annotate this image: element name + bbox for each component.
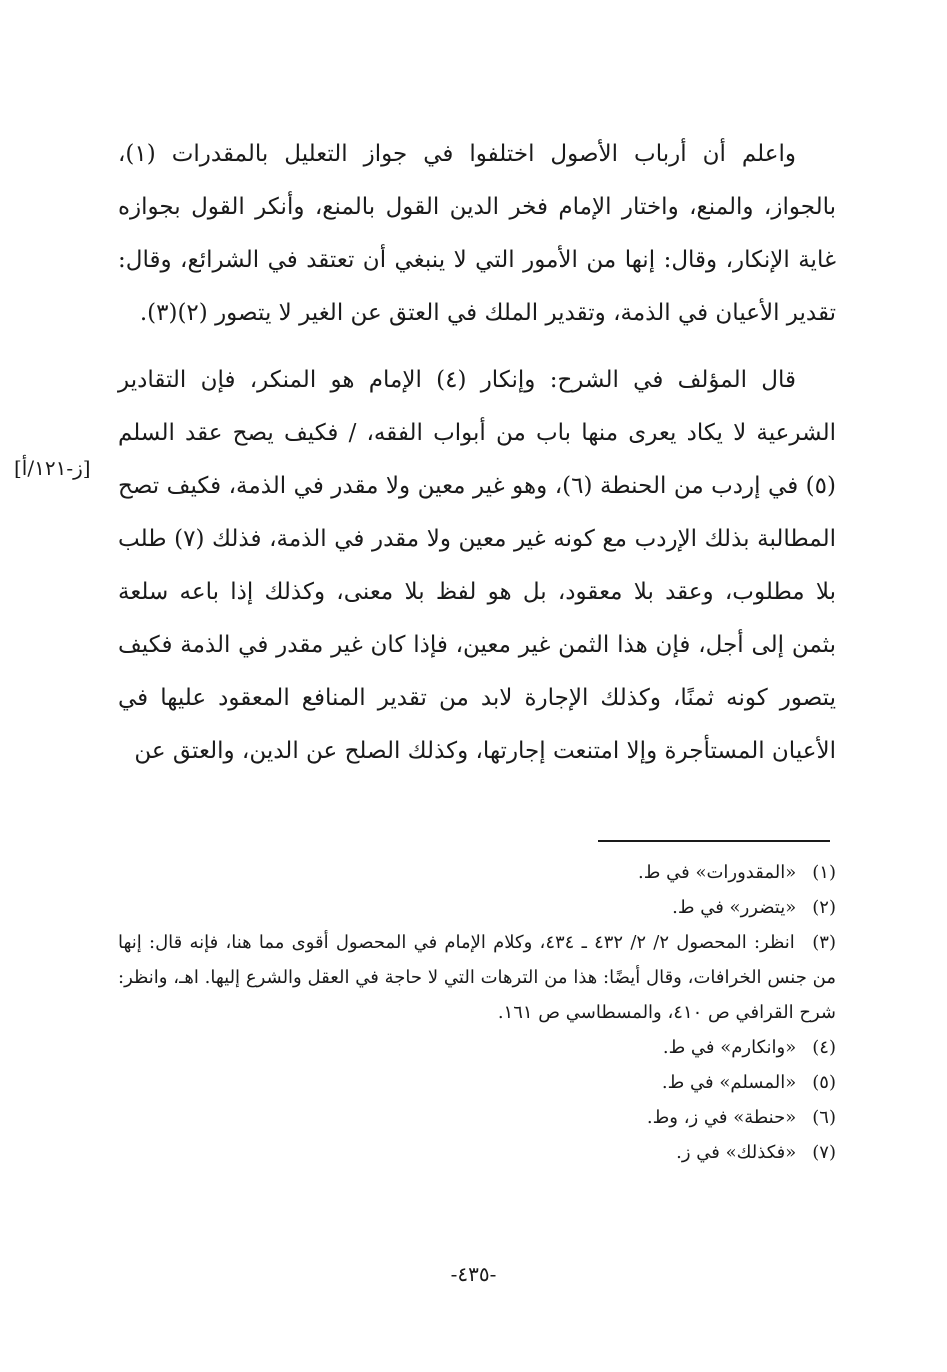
footnote: [118, 890, 836, 925]
manuscript-folio-reference: [ز-١٢١/أ]: [14, 456, 91, 480]
footnote-text: «المقدورات» في ط.: [638, 862, 797, 883]
footnote-number: (٦): [812, 1107, 836, 1128]
footnotes: [118, 855, 836, 1170]
page-number: -٤٣٥-: [450, 1262, 497, 1286]
footnote: [118, 1100, 836, 1135]
paragraph-1: [118, 128, 836, 340]
footnote-number: (٢): [812, 897, 836, 918]
footnote: [118, 1030, 836, 1065]
footnote: [118, 1065, 836, 1100]
footnote: [118, 925, 836, 1030]
footnote-number: (٤): [812, 1037, 836, 1058]
paragraph-2-text: قال المؤلف في الشرح: وإنكار (٤) الإمام هو المنكر، فإن التقادير الشرعية لا يكاد يعرى منها باب من أبواب الفقه، / فكيف يصح عقد السلم (٥) في إردب من الحنطة (٦)، وهو غير معين ولا مقدر في الذمة، فكيف تصح المطالبة بذلك الإردب مع كونه غير معين ولا مقدر في الذمة، فذلك (٧) طلب بلا مطلوب، وعقد بلا معقود، بل هو لفظ بلا معنى، وكذلك إذا باعه سلعة بثمن إلى أجل، فإن هذا الثمن غير معين، فإذا كان غير مقدر في الذمة فكيف يتصور كونه ثمنًا، وكذلك الإجارة لابد من تقدير المنافع المعقود عليها في الأعيان المستأجرة وإلا امتنعت إجارتها، وكذلك الصلح عن الدين، والعتق عن: [118, 367, 836, 764]
footnote-text: «يتضرر» في ط.: [672, 897, 797, 918]
paragraph-1-text: واعلم أن أرباب الأصول اختلفوا في جواز التعليل بالمقدرات (١)، بالجواز، والمنع، واختار الإمام فخر الدين القول بالمنع، وأنكر القول بجوازه غاية الإنكار، وقال: إنها من الأمور التي لا ينبغي أن تعتقد في الشرائع، وقال: تقدير الأعيان في الذمة، وتقدير الملك في العتق عن الغير لا يتصور (٢)(٣).: [118, 141, 836, 326]
footnote-text: «وانكارم» في ط.: [662, 1037, 797, 1058]
footnote-number: (٧): [812, 1142, 836, 1163]
footnote-text: «فكذلك» في ز.: [676, 1142, 797, 1163]
main-text: [118, 128, 836, 778]
footnote: [118, 855, 836, 890]
footnote-text: «حنطة» في ز، وط.: [646, 1107, 797, 1128]
footnote: [118, 1135, 836, 1170]
footnote-number: (٣): [812, 932, 836, 953]
footnote-text: انظر: المحصول ٢/ ٢/ ٤٣٢ ـ ٤٣٤، وكلام الإمام في المحصول أقوى مما هنا، فإنه قال: إنها من جنس الخرافات، وقال أيضًا: هذا من الترهات التي لا حاجة في العقل والشرع إليها. اهـ، وانظر: شرح القرافي ص ٤١٠، والمسطاسي ص ١٦١.: [118, 932, 836, 1023]
footnote-number: (١): [812, 862, 836, 883]
paragraph-2: [118, 354, 836, 778]
footnote-separator: [598, 840, 830, 842]
footnote-text: «المسلم» في ط.: [661, 1072, 797, 1093]
footnote-number: (٥): [812, 1072, 836, 1093]
